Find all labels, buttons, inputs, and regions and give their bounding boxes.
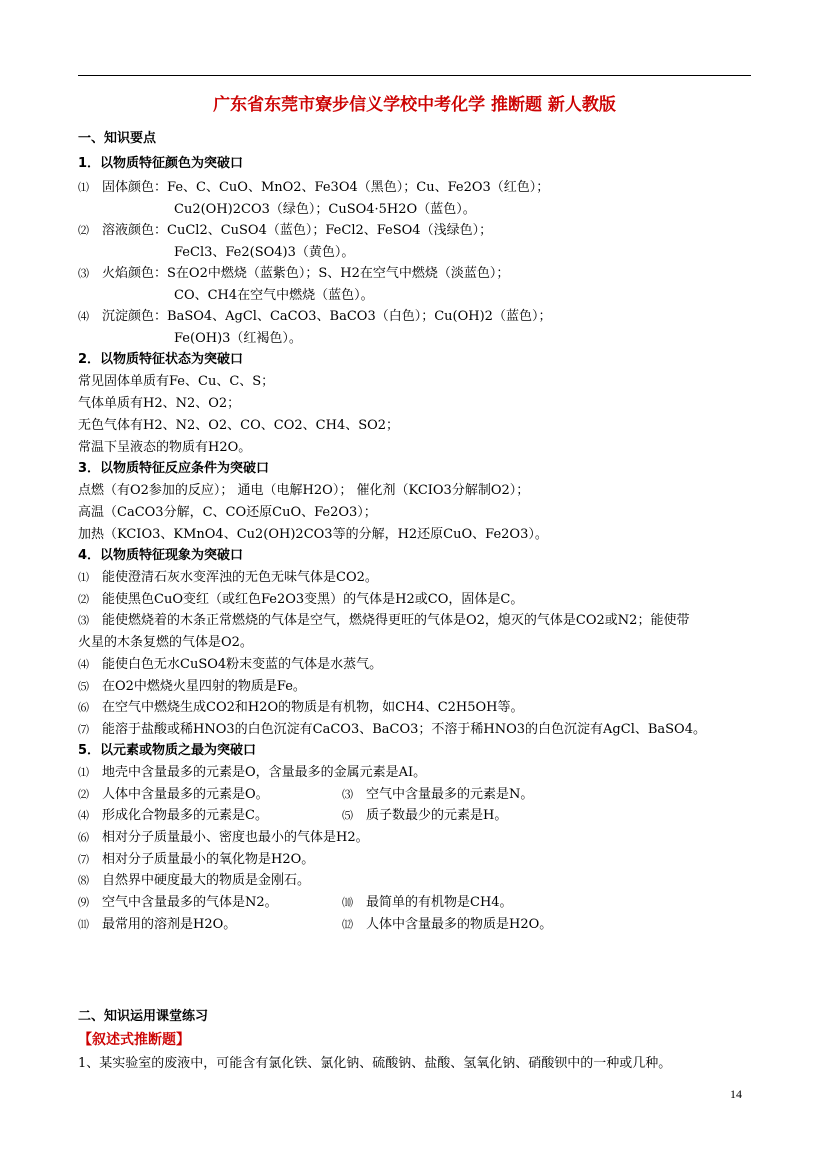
superlative-item: ⑿ 人体中含量最多的物质是H2O。	[342, 917, 553, 932]
superlative-item: ⑶ 空气中含量最多的元素是N。	[342, 787, 534, 802]
header-rule	[78, 75, 751, 76]
color-item-4: ⑷ 沉淀颜色：BaSO4、AgCl、CaCO3、BaCO3（白色）；Cu(OH)2（蓝色）；	[78, 309, 552, 324]
superlative-item: ⑼ 空气中含量最多的气体是N2。	[78, 895, 278, 910]
state-line: 常温下呈液态的物质有H2O。	[78, 440, 252, 455]
superlative-item: ⑽ 最简单的有机物是CH4。	[342, 895, 513, 910]
color-item-2: ⑵ 溶液颜色：CuCl2、CuSO4（蓝色）；FeCl2、FeSO4（浅绿色）；	[78, 223, 493, 238]
superlative-item: ⑴ 地壳中含量最多的元素是O，含量最多的金属元素是AI。	[78, 765, 427, 780]
superlative-item: ⑻ 自然界中硬度最大的物质是金刚石。	[78, 873, 311, 888]
superlative-item: ⑸ 质子数最少的元素是H。	[342, 808, 508, 823]
section-heading-1: 一、知识要点	[78, 131, 157, 146]
phenomenon-item: ⑹ 在空气中燃烧生成CO2和H2O的物质是有机物，如CH4、C2H5OH等。	[78, 700, 524, 715]
superlative-item: ⑷ 形成化合物最多的元素是C。	[78, 808, 268, 823]
superlative-item: ⑹ 相对分子质量最小、密度也最小的气体是H2。	[78, 830, 369, 845]
phenomenon-item: ⑴ 能使澄清石灰水变浑浊的无色无味气体是CO2。	[78, 570, 378, 585]
state-line: 无色气体有H2、N2、O2、CO、CO2、CH4、SO2；	[78, 418, 400, 433]
topic-heading-3: 3．以物质特征反应条件为突破口	[78, 461, 270, 476]
condition-line: 点燃（有O2参加的反应）； 通电（电解H2O）； 催化剂（KCIO3分解制O2）；	[78, 483, 530, 498]
question-1: 1、某实验室的废液中，可能含有氯化铁、氯化钠、硫酸钠、盐酸、氢氧化钠、硝酸钡中的一种或几种。	[78, 1056, 672, 1071]
color-item-3: ⑶ 火焰颜色：S在O2中燃烧（蓝紫色）；S、H2在空气中燃烧（淡蓝色）；	[78, 266, 510, 281]
state-line: 常见固体单质有Fe、Cu、C、S；	[78, 374, 275, 389]
phenomenon-item: ⑶ 能使燃烧着的木条正常燃烧的气体是空气，燃烧得更旺的气体是O2，熄灭的气体是CO2或N2；能使带	[78, 613, 690, 628]
color-item-2-cont: FeCl3、Fe2(SO4)3（黄色）。	[174, 245, 355, 260]
condition-line: 加热（KCIO3、KMnO4、Cu2(OH)2CO3等的分解，H2还原CuO、Fe2O3）。	[78, 527, 548, 542]
section-heading-2: 二、知识运用课堂练习	[78, 1009, 209, 1024]
superlative-item: ⑾ 最常用的溶剂是H2O。	[78, 917, 237, 932]
topic-heading-5: 5．以元素或物质之最为突破口	[78, 743, 257, 758]
subsection-heading: 【叙述式推断题】	[78, 1032, 190, 1048]
phenomenon-item: ⑸ 在O2中燃烧火星四射的物质是Fe。	[78, 679, 306, 694]
page-title: 广东省东莞市寮步信义学校中考化学 推断题 新人教版	[213, 95, 616, 115]
condition-line: 高温（CaCO3分解，C、CO还原CuO、Fe2O3）；	[78, 505, 377, 520]
phenomenon-item-cont: 火星的木条复燃的气体是O2。	[78, 635, 253, 650]
topic-heading-4: 4．以物质特征现象为突破口	[78, 548, 244, 563]
state-line: 气体单质有H2、N2、O2；	[78, 396, 241, 411]
color-item-1-cont: Cu2(OH)2CO3（绿色）；CuSO4·5H2O（蓝色）。	[174, 202, 476, 217]
color-item-1: ⑴ 固体颜色：Fe、C、CuO、MnO2、Fe3O4（黑色）；Cu、Fe2O3（红色）；	[78, 180, 550, 195]
color-item-3-cont: CO、CH4在空气中燃烧（蓝色）。	[174, 288, 374, 303]
topic-heading-1: 1．以物质特征颜色为突破口	[78, 156, 244, 171]
page-number: 14	[730, 1087, 742, 1101]
phenomenon-item: ⑺ 能溶于盐酸或稀HNO3的白色沉淀有CaCO3、BaCO3；不溶于稀HNO3的白色沉淀有AgCl、BaSO4。	[78, 722, 706, 737]
superlative-item: ⑺ 相对分子质量最小的氧化物是H2O。	[78, 852, 315, 867]
phenomenon-item: ⑵ 能使黑色CuO变红（或红色Fe2O3变黑）的气体是H2或CO，固体是C。	[78, 592, 524, 607]
topic-heading-2: 2．以物质特征状态为突破口	[78, 352, 244, 367]
superlative-item: ⑵ 人体中含量最多的元素是O。	[78, 787, 269, 802]
color-item-4-cont: Fe(OH)3（红褐色）。	[174, 331, 302, 346]
phenomenon-item: ⑷ 能使白色无水CuSO4粉末变蓝的气体是水蒸气。	[78, 657, 383, 672]
